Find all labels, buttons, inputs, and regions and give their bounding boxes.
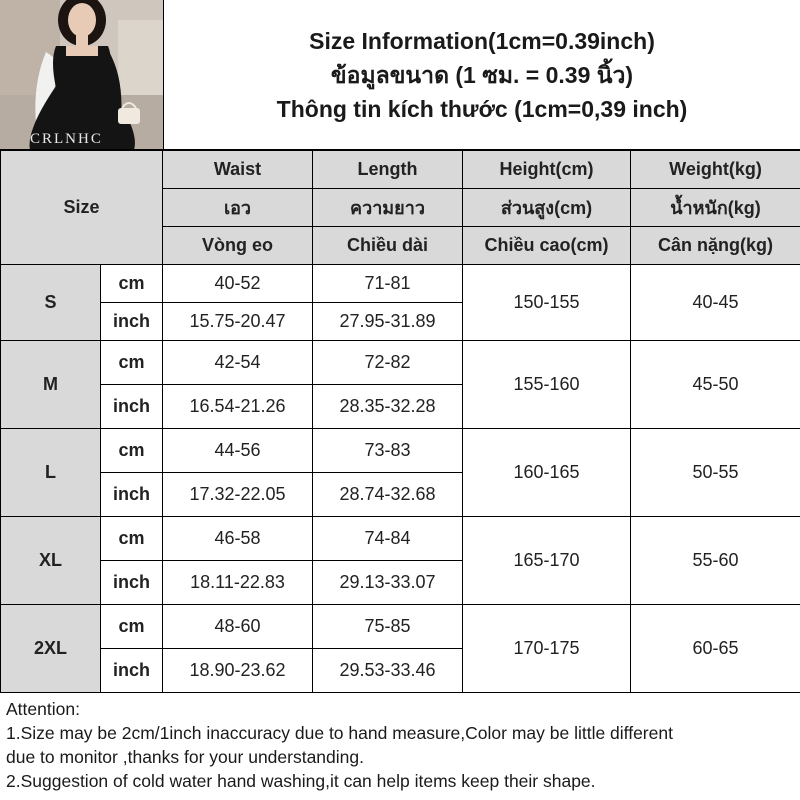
waist-cm-value: 42-54 [163, 341, 313, 385]
header-weight-vietnamese: Cân nặng(kg) [631, 227, 800, 265]
waist-cm-value: 44-56 [163, 429, 313, 473]
title-english: Size Information(1cm=0.39inch) [309, 28, 655, 54]
product-photo [0, 0, 163, 150]
attention-heading: Attention: [6, 699, 80, 719]
unit-label: inch [101, 473, 163, 517]
height-value: 155-160 [463, 341, 631, 429]
weight-value: 40-45 [631, 265, 800, 341]
unit-label: cm [101, 605, 163, 649]
unit-label: cm [101, 265, 163, 303]
weight-value: 50-55 [631, 429, 800, 517]
size-label: XL [1, 517, 101, 605]
header-weight-thai: น้ำหนัก(kg) [631, 189, 800, 227]
waist-cm-value: 48-60 [163, 605, 313, 649]
table-row [1, 341, 800, 385]
length-cm-value: 74-84 [313, 517, 463, 561]
header-row-english [1, 151, 800, 189]
title-vietnamese: Thông tin kích thước (1cm=0,39 inch) [276, 96, 688, 122]
attention-note-1-line-1: 1.Size may be 2cm/1inch inaccuracy due to hand measure,Color may be little different [6, 723, 673, 743]
unit-label: cm [101, 341, 163, 385]
size-label: L [1, 429, 101, 517]
waist-cm-value: 46-58 [163, 517, 313, 561]
unit-label: inch [101, 303, 163, 341]
header-height-thai: ส่วนสูง(cm) [463, 189, 631, 227]
waist-inch-value: 15.75-20.47 [163, 303, 313, 341]
length-inch-value: 29.13-33.07 [313, 561, 463, 605]
header-weight: Weight(kg) [631, 151, 800, 189]
height-value: 165-170 [463, 517, 631, 605]
weight-value: 60-65 [631, 605, 800, 693]
attention-notes [0, 692, 800, 800]
size-info-title-block [163, 0, 800, 150]
header-height: Height(cm) [463, 151, 631, 189]
unit-label: cm [101, 517, 163, 561]
header-length-thai: ความยาว [313, 189, 463, 227]
header-waist-vietnamese: Vòng eo [163, 227, 313, 265]
waist-inch-value: 17.32-22.05 [163, 473, 313, 517]
table-row [1, 265, 800, 303]
length-cm-value: 71-81 [313, 265, 463, 303]
length-cm-value: 73-83 [313, 429, 463, 473]
unit-label: inch [101, 561, 163, 605]
header-height-vietnamese: Chiều cao(cm) [463, 227, 631, 265]
weight-value: 55-60 [631, 517, 800, 605]
height-value: 160-165 [463, 429, 631, 517]
size-label: M [1, 341, 101, 429]
unit-label: inch [101, 385, 163, 429]
brand-watermark: CRLNHC [30, 131, 103, 147]
unit-label: inch [101, 649, 163, 693]
length-inch-value: 27.95-31.89 [313, 303, 463, 341]
length-cm-value: 75-85 [313, 605, 463, 649]
table-row [1, 605, 800, 649]
size-column-header: Size [1, 151, 163, 265]
waist-inch-value: 18.90-23.62 [163, 649, 313, 693]
title-thai: ข้อมูลขนาด (1 ซม. = 0.39 นิ้ว) [330, 62, 634, 88]
table-row [1, 517, 800, 561]
size-label: 2XL [1, 605, 101, 693]
waist-cm-value: 40-52 [163, 265, 313, 303]
attention-note-2: 2.Suggestion of cold water hand washing,it can help items keep their shape. [6, 771, 596, 791]
length-cm-value: 72-82 [313, 341, 463, 385]
weight-value: 45-50 [631, 341, 800, 429]
header-waist: Waist [163, 151, 313, 189]
length-inch-value: 29.53-33.46 [313, 649, 463, 693]
waist-inch-value: 16.54-21.26 [163, 385, 313, 429]
table-row [1, 429, 800, 473]
size-chart-table [0, 150, 800, 693]
height-value: 170-175 [463, 605, 631, 693]
length-inch-value: 28.35-32.28 [313, 385, 463, 429]
unit-label: cm [101, 429, 163, 473]
model-photo-icon [0, 0, 163, 150]
header-waist-thai: เอว [163, 189, 313, 227]
size-label: S [1, 265, 101, 341]
height-value: 150-155 [463, 265, 631, 341]
header-length: Length [313, 151, 463, 189]
length-inch-value: 28.74-32.68 [313, 473, 463, 517]
attention-note-1-line-2: due to monitor ,thanks for your understanding. [6, 747, 364, 767]
header-length-vietnamese: Chiều dài [313, 227, 463, 265]
waist-inch-value: 18.11-22.83 [163, 561, 313, 605]
